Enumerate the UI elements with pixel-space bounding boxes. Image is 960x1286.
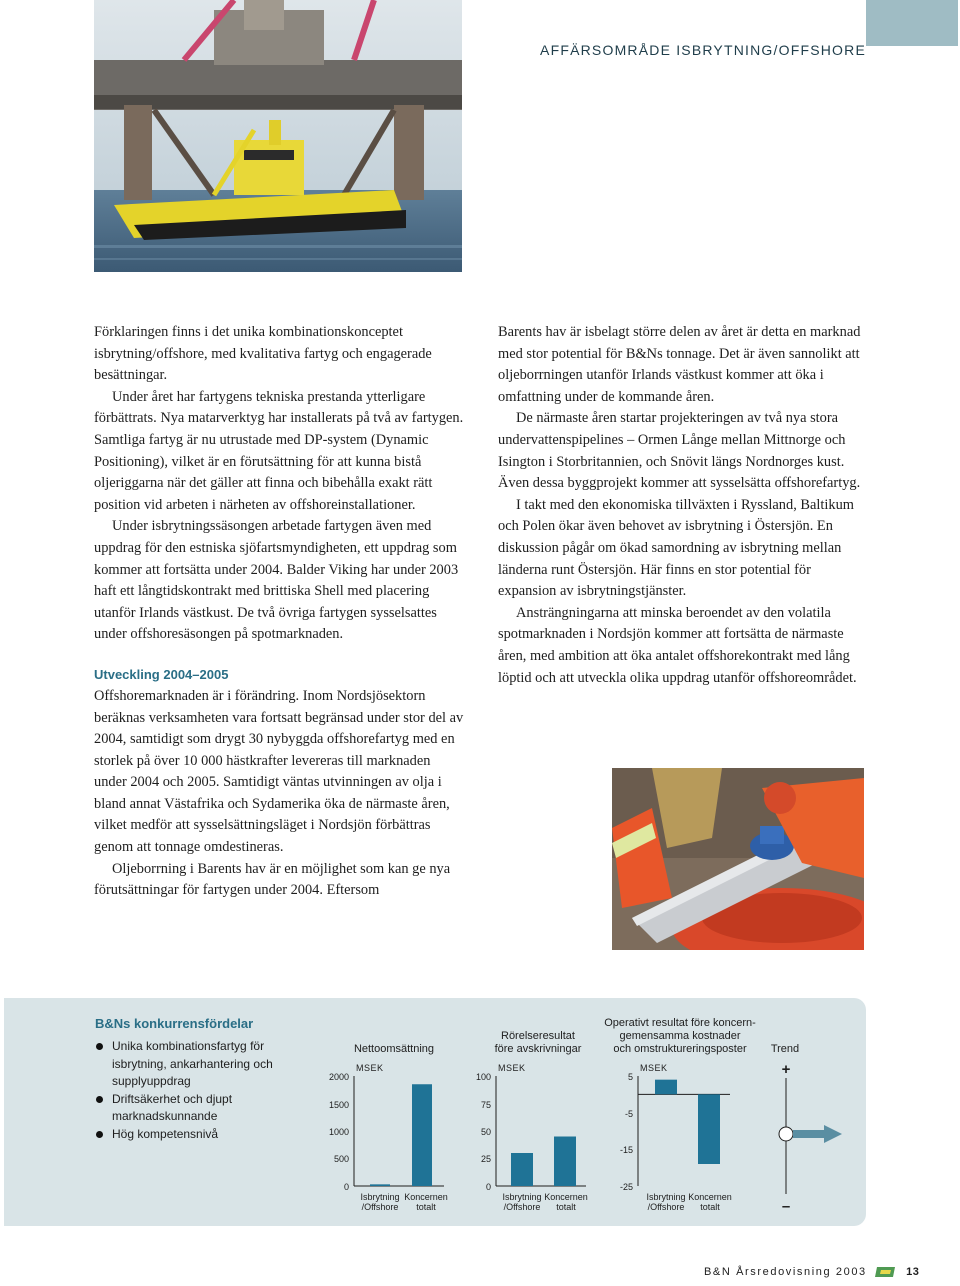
- corner-tab: [866, 0, 958, 46]
- tick-label: 75: [480, 1100, 491, 1110]
- category-label: Koncernen: [404, 1192, 448, 1202]
- list-item-text: Hög kompetensnivå: [112, 1126, 219, 1141]
- category-label: Isbrytning: [502, 1192, 542, 1202]
- category-label: /Offshore: [647, 1202, 685, 1212]
- tick-label: 50: [480, 1127, 491, 1137]
- chart-unit: MSEK: [498, 1063, 526, 1073]
- paragraph: Oljeborrning i Barents hav är en möjlighet som kan ge nya förutsättningar för fartygen under 2004. Eftersom: [94, 860, 451, 899]
- chart-title: Rörelseresultat: [501, 1030, 575, 1042]
- paragraph: Under isbrytningssäsongen arbetade fartygen även med uppdrag för den estniska sjöfartsmyndigheten, ett uppdrag som kommer att fortsätta under 2004. Balder Viking har under 2003 haft ett långtidskontrakt med brittiska Shell med placering utanför Irlands västkust. De två övriga fartygen sysselsattes under offshoresäsongen på spotmarknaden.: [94, 518, 459, 643]
- footer-text: B&N Årsredovisning 2003: [704, 1266, 867, 1278]
- tick-label: 25: [480, 1154, 491, 1164]
- bar-koncernen-totalt: [554, 1137, 576, 1187]
- chart-title: Nettoomsättning: [353, 1043, 435, 1055]
- bar-koncernen-totalt: [412, 1084, 432, 1186]
- trend-label: Trend: [770, 1043, 800, 1055]
- charts-area: [4, 998, 866, 1226]
- trend-plus: +: [781, 1061, 791, 1078]
- panel-title: B&Ns konkurrensfördelar: [95, 1016, 254, 1031]
- tick-label: -5: [624, 1109, 633, 1119]
- chart-rorelseresultat: [476, 1030, 588, 1212]
- tick-label: -15: [619, 1145, 633, 1155]
- page-footer: [704, 1266, 919, 1278]
- category-label: totalt: [416, 1202, 436, 1212]
- paragraph: Barents hav är isbelagt större delen av året är detta en marknad med stor potential för B&Ns tonnage. Det är även sannolikt att oljeborrningen utanför Irlands västkust kommer att öka i omfattning under de kommande åren.: [498, 324, 861, 405]
- paragraph: Ansträngningarna att minska beroendet av den volatila spotmarknaden i Nordsjön kommer att fortsätta de närmaste åren, med ambition att öka antalet offshorekontrakt med lång löptid och att utveckla olika uppdrag utanför offshoreområdet.: [498, 604, 857, 686]
- chart-title: och omstruktureringsposter: [613, 1043, 747, 1055]
- category-label: totalt: [556, 1202, 576, 1212]
- trend-minus: –: [781, 1198, 791, 1215]
- text-column-right: [498, 322, 868, 689]
- subheading: Utveckling 2004–2005: [94, 666, 229, 682]
- category-label: Koncernen: [688, 1192, 732, 1202]
- paragraph: Förklaringen finns i det unika kombinationskonceptet isbrytning/offshore, med kvalitativa fartyg och engagerade besättningar.: [94, 324, 432, 384]
- text-column-left: [94, 322, 464, 902]
- category-label: totalt: [700, 1202, 720, 1212]
- paragraph: Offshoremarknaden är i förändring. Inom Nordsjösektorn beräknas verksamheten vara fortsatt begränsad under stor del av 2004, samtidigt som drygt 30 nybyggda offshorefartyg med en storlek på över 10 000 hästkrafter levereras till marknaden under 2004 och 2005. Samtidigt väntas utvinningen av olja i bland annat Västafrika och Sydamerika öka de närmaste åren, vilket medför att sysselsättningsläget i Nordsjön förbättras genom att tonnage omdestineras.: [94, 687, 464, 856]
- paragraph: I takt med den ekonomiska tillväxten i Ryssland, Baltikum och Polen ökar även behovet av isbrytning i Östersjön. En diskussion pågår om ökad samordning av isbrytning mellan länderna runt Östersjön. Här finns en stor potential för expansion av isbrytningstjänster.: [498, 496, 854, 600]
- tick-label: 100: [475, 1072, 491, 1082]
- chart-unit: MSEK: [640, 1063, 668, 1073]
- fact-panel: [4, 998, 866, 1226]
- list-item-text: Unika kombinationsfartyg för isbrytning, ankarhantering och supplyuppdrag: [112, 1039, 273, 1088]
- chart-operativt-resultat: [604, 1017, 756, 1212]
- paragraph: De närmaste åren startar projekteringen av två nya stora undervattenspipelines – Ormen Långe mellan Mittnorge och Isington i Storbritannien, och Snövit längs Nordnorges kust. Även dessa byggprojekt kommer att sysselsätta offshorefartyg.: [498, 410, 861, 492]
- bar-isbrytning-offshore: [370, 1184, 390, 1186]
- bar-isbrytning-offshore: [655, 1080, 677, 1095]
- paragraph: Under året har fartygens tekniska prestanda ytterligare förbättrats. Nya matarverktyg har installerats på två av fartygen. Samtliga fartyg är nu utrustade med DP-system (Dynamic Positioning), vilket är en förutsättning för att kunna bistå oljeriggarna när det gäller att finna och bibehålla exakt rätt position vid arbeten i närheten av offshoreinstallationer.: [94, 388, 464, 513]
- category-label: Koncernen: [544, 1192, 588, 1202]
- section-title: AFFÄRSOMRÅDE ISBRYTNING/OFFSHORE: [540, 42, 866, 58]
- tick-label: -25: [619, 1182, 633, 1192]
- photo-offshore-rig: [94, 0, 462, 272]
- list-item-text: Driftsäkerhet och djupt marknadskunnande: [112, 1091, 233, 1123]
- chart-title: Operativt resultat före koncern-: [604, 1017, 756, 1029]
- chart-nettoomsattning: [329, 1043, 448, 1212]
- logo-icon: [875, 1266, 897, 1278]
- tick-label: 2000: [328, 1072, 349, 1082]
- page-number: 13: [906, 1266, 920, 1278]
- tick-label: 5: [627, 1072, 633, 1082]
- chart-title: gemensamma kostnader: [619, 1030, 741, 1042]
- chart-unit: MSEK: [356, 1063, 384, 1073]
- chart-title: före avskrivningar: [494, 1043, 582, 1055]
- trend-indicator: [771, 1043, 842, 1215]
- category-label: /Offshore: [503, 1202, 541, 1212]
- category-label: Isbrytning: [360, 1192, 400, 1202]
- bar-koncernen-totalt: [698, 1094, 720, 1164]
- trend-marker: [779, 1127, 793, 1141]
- photo-deck-workers: [612, 768, 864, 950]
- tick-label: 1500: [328, 1100, 349, 1110]
- tick-label: 1000: [328, 1127, 349, 1137]
- category-label: /Offshore: [361, 1202, 399, 1212]
- trend-arrow-icon: [793, 1125, 842, 1143]
- tick-label: 0: [343, 1182, 349, 1192]
- bar-isbrytning-offshore: [511, 1153, 533, 1186]
- tick-label: 0: [485, 1182, 491, 1192]
- category-label: Isbrytning: [646, 1192, 686, 1202]
- tick-label: 500: [333, 1154, 349, 1164]
